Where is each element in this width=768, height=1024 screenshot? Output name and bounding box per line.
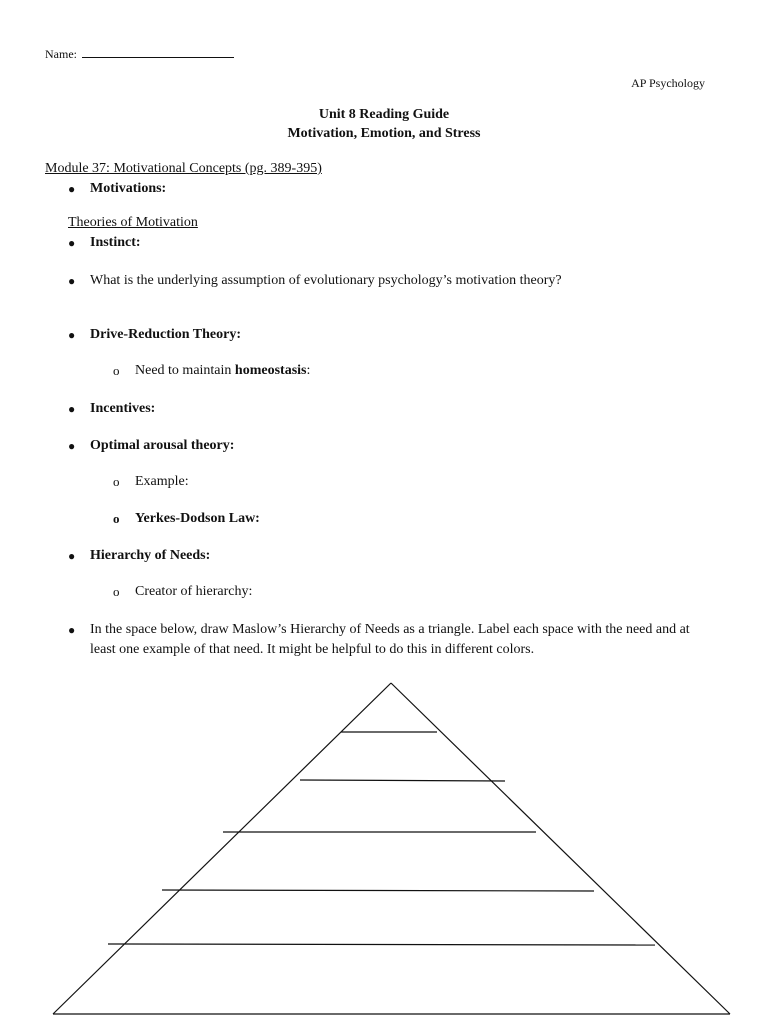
bullet-icon: ● (68, 236, 76, 250)
bullet-icon: ● (68, 274, 76, 288)
list-item-motivations (68, 179, 167, 199)
sub-item-example (113, 472, 189, 492)
item-label: Optimal arousal theory: (90, 438, 235, 453)
document-subtitle: Motivation, Emotion, and Stress (287, 126, 481, 141)
section-heading: Theories of Motivation (68, 215, 198, 230)
list-item-incentives (68, 399, 156, 419)
sub-bullet-icon: o (113, 474, 120, 489)
list-item-instinct (68, 233, 141, 253)
sub-item-homeostasis (113, 361, 311, 381)
item-label: What is the underlying assumption of evolutionary psychology’s motivation theory? (90, 273, 562, 288)
item-label: Incentives: (90, 401, 156, 416)
bullet-icon: ● (68, 182, 76, 196)
list-item-drive-reduction (68, 325, 241, 345)
module-heading: Module 37: Motivational Concepts (pg. 389-395) (45, 161, 322, 176)
list-item-hierarchy (68, 546, 211, 566)
item-label: Example: (135, 474, 189, 489)
pyramid-tier-line-2 (300, 780, 505, 781)
list-item-optimal-arousal (68, 436, 235, 456)
list-item-draw-instructions (68, 620, 710, 660)
sub-bullet-icon: o (113, 363, 120, 378)
item-label-term: homeostasis (234, 363, 307, 378)
item-label: Drive-Reduction Theory: (90, 327, 241, 342)
course-label: AP Psychology (631, 76, 705, 90)
bullet-icon: ● (68, 402, 76, 416)
bullet-icon: ● (68, 328, 76, 342)
pyramid-right-edge (391, 683, 730, 1014)
bullet-icon: ● (68, 549, 76, 563)
pyramid-tier-line-5 (108, 944, 655, 945)
item-label: Yerkes-Dodson Law: (135, 511, 260, 526)
item-label: Motivations: (90, 181, 167, 196)
sub-item-yerkes-dodson (113, 509, 260, 529)
document-title: Unit 8 Reading Guide (318, 107, 450, 122)
bullet-icon: ● (68, 439, 76, 453)
item-label: Creator of hierarchy: (135, 584, 253, 599)
sub-bullet-icon: o (113, 584, 120, 599)
name-field-line[interactable] (82, 45, 234, 58)
name-row (45, 45, 234, 62)
item-label-prefix: Need to maintain (135, 363, 235, 378)
item-label: Hierarchy of Needs: (90, 548, 211, 563)
item-label: Instinct: (90, 235, 141, 250)
list-item-evolutionary-question (68, 271, 562, 291)
sub-bullet-icon: o (113, 511, 120, 526)
pyramid-left-edge (53, 683, 391, 1014)
pyramid-tier-line-4 (162, 890, 594, 891)
sub-item-creator (113, 582, 253, 602)
bullet-icon: ● (68, 623, 76, 637)
name-label: Name: (45, 47, 77, 61)
item-label-suffix: : (306, 363, 311, 378)
item-paragraph: In the space below, draw Maslow’s Hierarchy of Needs as a triangle. Label each space with the need and at least one example of that need. It might be helpful to do this in different colors. (90, 622, 690, 657)
